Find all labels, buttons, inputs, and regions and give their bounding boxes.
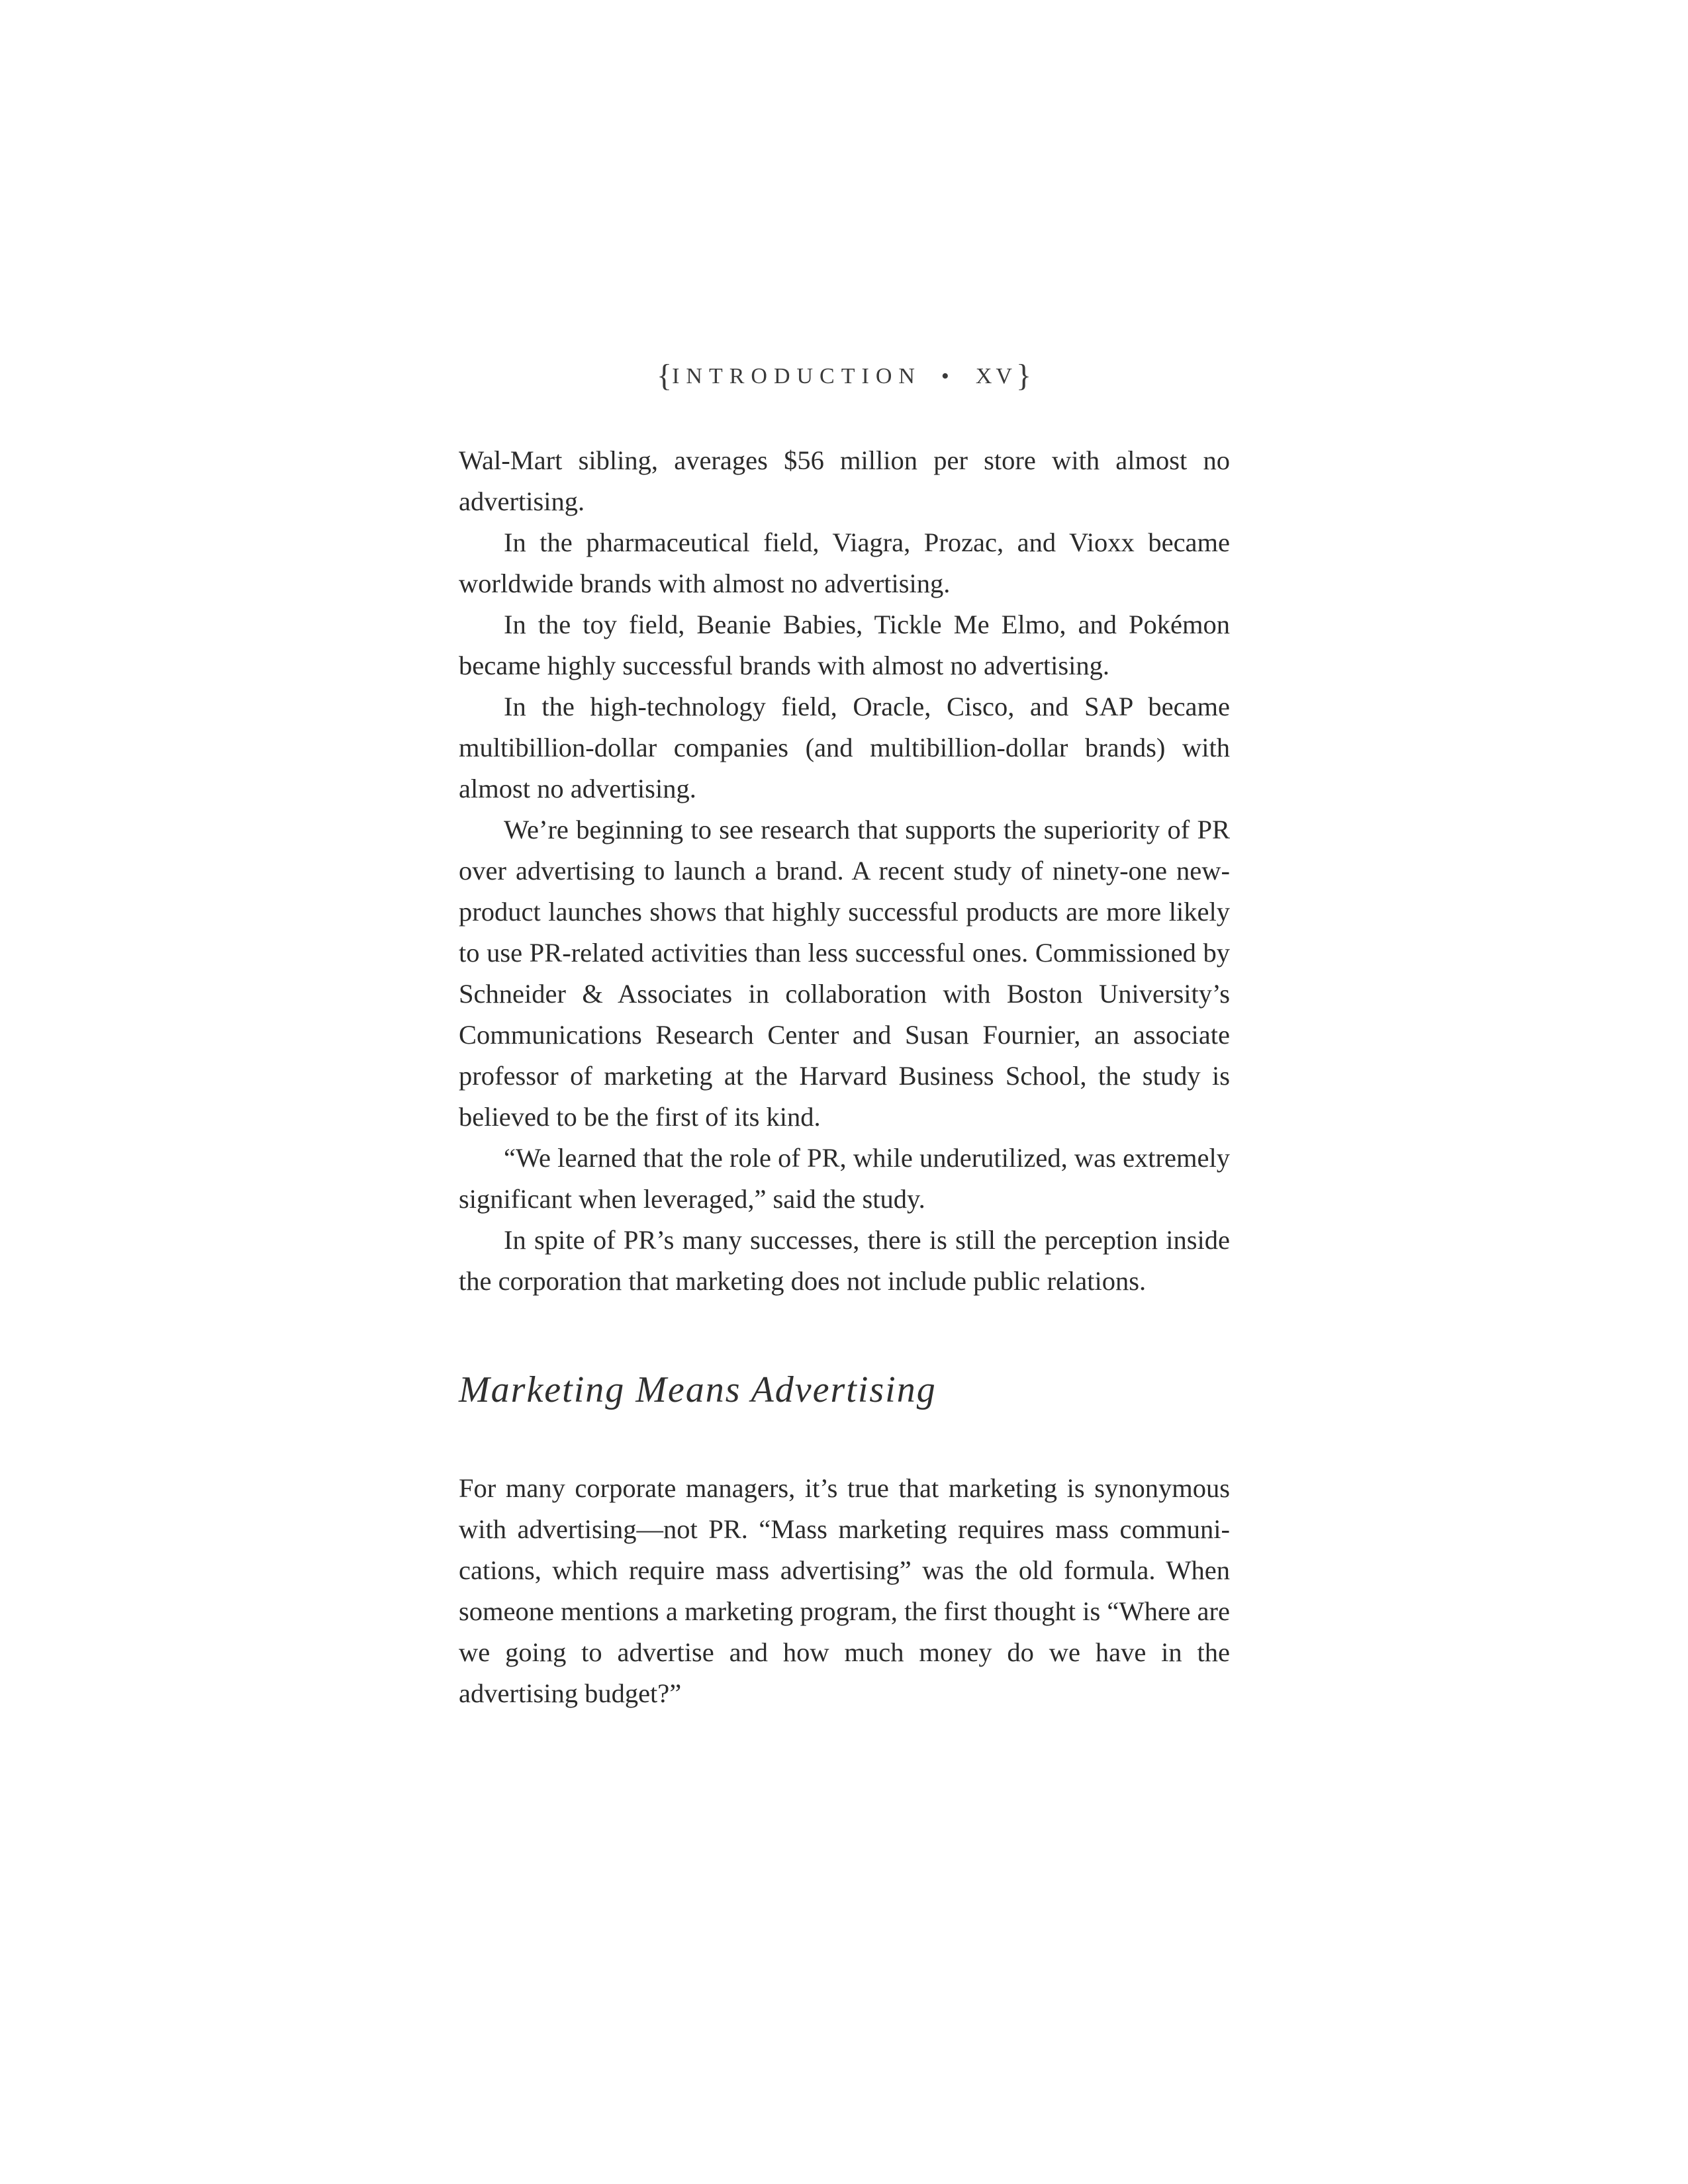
running-head bbox=[0, 357, 1688, 394]
paragraph: In the pharmaceutical field, Viagra, Prozac, and Vioxx became worldwide brands with almost no advertising. bbox=[459, 527, 1230, 598]
body-text bbox=[459, 440, 1230, 1302]
section-heading: Marketing Means Advertising bbox=[459, 1369, 937, 1410]
paragraph: We’re beginning to see research that supports the superiority of PR over advertising to launch a brand. A recent study of ninety-one new-product launches shows that highly successful products are more likely to use PR-related activities than less successful ones. Commissioned by Schneider & Associates in collaboration with Boston University’s Communications Research Center and Susan Fournier, an associate professor of marketing at the Harvard Business School, the study is believed to be the first of its kind. bbox=[459, 815, 1230, 1132]
running-head-section: INTRODUCTION bbox=[672, 364, 921, 388]
paragraph: In the high-technology field, Oracle, Cisco, and SAP became multibillion-dollar companies (and multibillion-dollar brands) with almost no advertising. bbox=[459, 692, 1230, 803]
paragraph: In the toy field, Beanie Babies, Tickle Me Elmo, and Pokémon became highly successful brands with almost no advertising. bbox=[459, 610, 1230, 680]
running-head-separator: • bbox=[941, 364, 949, 388]
paragraph: “We learned that the role of PR, while underutilized, was extremely significant when leveraged,” said the study. bbox=[459, 1143, 1230, 1214]
running-head-open-brace: { bbox=[657, 358, 673, 393]
paragraph: Wal-Mart sibling, averages $56 million per store with almost no advertising. bbox=[459, 445, 1230, 516]
paragraph: In spite of PR’s many successes, there is still the perception inside the corporation that marketing does not include public relations. bbox=[459, 1225, 1230, 1296]
section-body-text bbox=[459, 1468, 1230, 1714]
page-number: XV bbox=[975, 364, 1016, 388]
paragraph: For many corporate managers, it’s true that marketing is synonymous with advertising—not PR. “Mass marketing requires mass communi-cations, which require mass advertising” was the old formula. When someone mentions a marketing program, the first thought is “Where are we going to advertise and how much money do we have in the advertising budget?” bbox=[459, 1473, 1230, 1708]
running-head-close-brace: } bbox=[1015, 358, 1031, 393]
